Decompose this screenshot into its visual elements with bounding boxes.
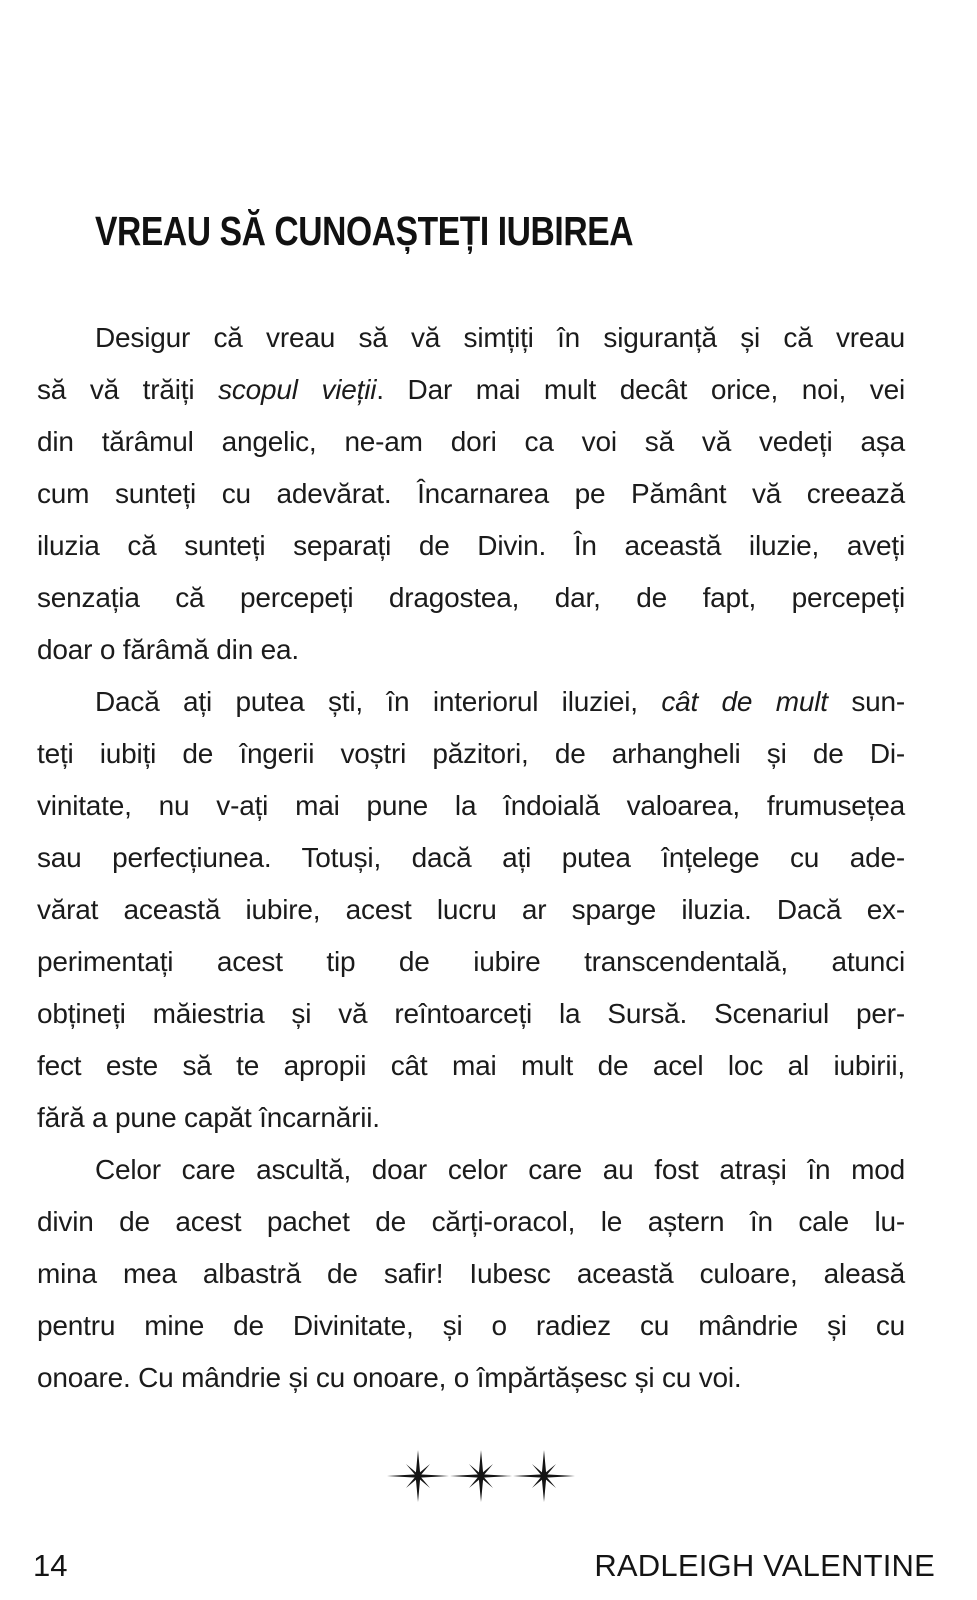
text-line (37, 884, 905, 936)
text-segment: din tărâmul angelic, ne-am dori ca voi să vă vedeți așa (37, 426, 905, 457)
text-line (37, 676, 905, 728)
text-segment: vinitate, nu v-ați mai pune la îndoială valoarea, frumusețea (37, 790, 905, 821)
text-line (37, 832, 905, 884)
text-line (37, 1300, 905, 1352)
text-line (37, 572, 905, 624)
text-line (37, 1352, 905, 1404)
text-segment: perimentați acest tip de iubire transcendentală, atunci (37, 946, 905, 977)
text-segment: doar o fărâmă din ea. (37, 634, 299, 665)
text-line (37, 364, 905, 416)
text-line (37, 520, 905, 572)
text-line (37, 936, 905, 988)
text-line (37, 624, 905, 676)
text-segment: senzația că percepeți dragostea, dar, de fapt, percepeți (37, 582, 905, 613)
text-segment: Celor care ascultă, doar celor care au fost atrași în mod (95, 1154, 905, 1185)
sparkle-star-icon (387, 1450, 449, 1502)
text-segment: să vă trăiți (37, 374, 219, 405)
sparkle-star-icon (513, 1450, 575, 1502)
text-segment: fect este să te apropii cât mai mult de acel loc al iubirii, (37, 1050, 905, 1081)
text-segment: onoare. Cu mândrie și cu onoare, o împărtășesc și cu voi. (37, 1362, 742, 1393)
text-line (37, 1040, 905, 1092)
text-segment: teți iubiți de îngerii voștri păzitori, de arhangheli și de Di- (37, 738, 905, 769)
text-line (37, 1092, 905, 1144)
page-footer (33, 1548, 935, 1584)
star-divider (0, 1450, 969, 1502)
text-line (37, 1144, 905, 1196)
text-line (37, 728, 905, 780)
text-line (37, 416, 905, 468)
text-line (37, 1248, 905, 1300)
text-segment: fără a pune capăt încarnării. (37, 1102, 380, 1133)
text-segment: Dacă ați putea ști, în interiorul iluziei, (95, 686, 662, 717)
text-line (37, 468, 905, 520)
text-line (37, 1196, 905, 1248)
text-line (37, 312, 905, 364)
text-segment: obțineți măiestria și vă reîntoarceți la Sursă. Scenariul per- (37, 998, 905, 1029)
text-segment: . Dar mai mult decât orice, noi, vei (376, 374, 906, 405)
italic-text-segment: scopul vieții (218, 374, 377, 405)
text-segment: vărat această iubire, acest lucru ar sparge iluzia. Dacă ex- (37, 894, 905, 925)
text-segment: mina mea albastră de safir! Iubesc această culoare, aleasă (37, 1258, 905, 1289)
italic-text-segment: cât de mult (661, 686, 828, 717)
text-segment: sun- (827, 686, 905, 717)
page-number: 14 (33, 1548, 68, 1583)
body-text (37, 312, 905, 1404)
running-title: RADLEIGH VALENTINE (594, 1548, 935, 1583)
text-segment: iluzia că sunteți separați de Divin. În această iluzie, aveți (37, 530, 905, 561)
text-segment: cum sunteți cu adevărat. Încarnarea pe Pământ vă creează (37, 478, 905, 509)
text-line (37, 988, 905, 1040)
chapter-title: VREAU SĂ CUNOAȘTEȚI IUBIREA (95, 208, 634, 254)
text-segment: Desigur că vreau să vă simțiți în siguranță și că vreau (95, 322, 905, 353)
sparkle-star-icon (450, 1450, 512, 1502)
text-segment: sau perfecțiunea. Totuși, dacă ați putea înțelege cu ade- (37, 842, 905, 873)
text-segment: divin de acest pachet de cărți-oracol, le aștern în cale lu- (37, 1206, 905, 1237)
text-segment: pentru mine de Divinitate, și o radiez cu mândrie și cu (37, 1310, 905, 1341)
text-line (37, 780, 905, 832)
